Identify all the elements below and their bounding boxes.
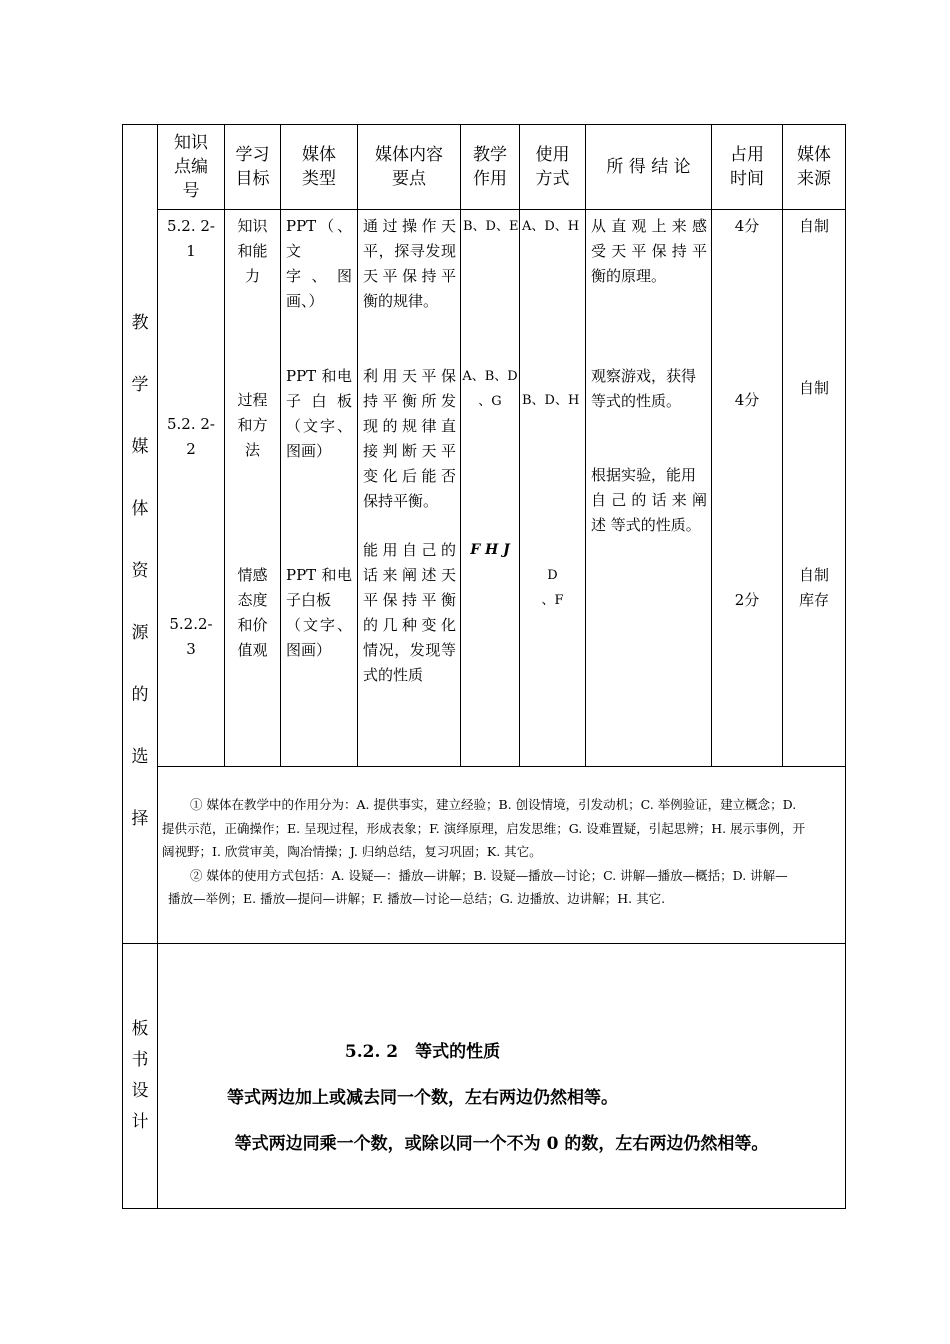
row3-goal: 情感 态度 和价 值观 xyxy=(237,566,268,659)
row1-goal: 知识 和能 力 xyxy=(237,217,268,285)
row3-time: 2分 xyxy=(734,591,760,609)
row1-type: PPT（、文 字 、 图 画、） xyxy=(286,217,352,310)
note-roles-line: 阔视野；I. 欣赏审美，陶冶情操；J. 归纳总结，复习巩固；K. 其它。 xyxy=(162,844,542,859)
row1-content: 通过操作天 平，探寻发现 天平保持平 衡的规律。 xyxy=(363,217,456,310)
header-learning-goal: 学习 目标 xyxy=(235,145,270,189)
row2-goal: 过程 和方 法 xyxy=(237,391,268,459)
board-rule-add-subtract: 等式两边加上或减去同一个数，左右两边仍然相等。 xyxy=(227,1088,618,1108)
row1-conclusion: 从直观上来感 受天平保持平 衡的原理。 xyxy=(591,217,707,285)
row3-type: PPT 和电 子白板 （文字、 图画） xyxy=(286,566,352,659)
note-roles-line: ① 媒体在教学中的作用分为：A. 提供事实，建立经验；B. 创设情境，引发动机；C. 举例验证，建立概念；D. xyxy=(190,797,797,812)
header-media-content: 媒体内容 要点 xyxy=(375,145,443,189)
row3-role: F H J xyxy=(470,542,510,558)
note-usage-line: 播放—举例；E. 播放—提问—讲解；F. 播放—讨论—总结；G. 边播放、边讲解；H. 其它. xyxy=(168,891,666,906)
row2-conclusion-experiment: 根据实验，能用 自己的话来阐 述 等式的性质。 xyxy=(591,466,707,534)
section-label-media: 教 学 媒 体 资 源 的 选 择 xyxy=(131,313,149,829)
row3-content: 能用自己的 话来阐述天 平保持平衡 的几种变化 情况，发现等 式的性质 xyxy=(363,541,456,684)
row1-time: 4分 xyxy=(734,217,760,235)
row1-number: 5.2. 2- 1 xyxy=(166,217,215,260)
header-media-type: 媒体 类型 xyxy=(302,145,336,189)
board-title: 5.2. 2 等式的性质 xyxy=(344,1042,501,1062)
section-label-board: 板 书 设 计 xyxy=(131,1019,149,1132)
row2-type: PPT 和电 子 白 板 （文字、 图画） xyxy=(286,367,352,460)
row2-source: 自制 xyxy=(798,379,829,397)
header-source: 媒体 来源 xyxy=(797,145,831,189)
row2-usage: B、D、H xyxy=(522,393,580,408)
note-usage-line: ② 媒体的使用方式包括：A. 设疑—：播放—讲解；B. 设疑—播放—讨论；C. 讲解—播放—概括；D. 讲解— xyxy=(190,867,788,883)
row1-source: 自制 xyxy=(798,217,829,235)
board-rule-multiply-divide: 等式两边同乘一个数，或除以同一个不为 0 的数，左右两边仍然相等。 xyxy=(234,1134,769,1154)
header-knowledge-number: 知识 点编 号 xyxy=(174,133,208,201)
row2-time: 4分 xyxy=(734,391,760,409)
header-usage-method: 使用 方式 xyxy=(535,145,570,189)
header-conclusion: 所 得 结 论 xyxy=(606,157,691,177)
row3-number: 5.2.2- 3 xyxy=(169,615,213,658)
row3-usage: D 、F xyxy=(541,568,564,608)
row2-number: 5.2. 2- 2 xyxy=(166,415,215,458)
row2-role: A、B、D 、G xyxy=(462,369,518,409)
row2-conclusion: 观察游戏，获得 等式的性质。 xyxy=(591,367,697,410)
row2-content: 利用天平保 持平衡所发 现的规律直 接判断天平 变化后能否 保持平衡。 xyxy=(363,367,456,510)
header-teaching-role: 教学 作用 xyxy=(473,145,507,189)
media-notes xyxy=(162,793,840,911)
header-time: 占用 时间 xyxy=(730,145,764,189)
row1-role: B、D、E xyxy=(463,219,519,234)
note-roles-line: 提供示范，正确操作；E. 呈现过程，形成表象；F. 演绎原理，启发思维；G. 设难置疑，引起思辨；H. 展示事例，开 xyxy=(162,820,806,836)
row3-source: 自制 库存 xyxy=(798,566,829,609)
row1-usage: A、D、H xyxy=(522,219,580,234)
